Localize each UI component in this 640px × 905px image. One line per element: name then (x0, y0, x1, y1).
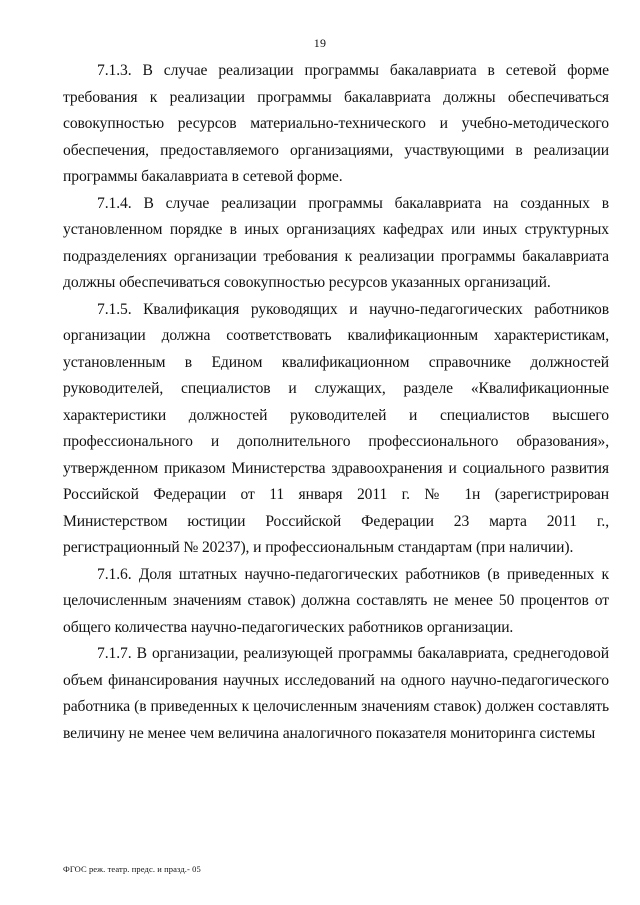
page-number: 19 (313, 36, 327, 50)
clause-number: 7.1.4. (97, 194, 132, 212)
paragraph-7-1-3 (63, 58, 609, 191)
clause-text: В случае реализации программы бакалавриата на созданных в установленном порядке в иных организациях кафедрах или иных структурных подразделениях организации требования к реализации программы бакалавриата должны обеспечиваться совокупностью ресурсов указанных организаций. (63, 194, 609, 291)
clause-number: 7.1.3. (97, 62, 132, 79)
clause-number: 7.1.5. (97, 300, 132, 318)
document-footer: ФГОС реж. театр. предс. и празд.- 05 (63, 864, 201, 874)
paragraph-7-1-7 (63, 641, 609, 747)
paragraph-7-1-4 (63, 191, 609, 297)
clause-number: 7.1.6. (97, 565, 132, 583)
clause-text: Доля штатных научно-педагогических работников (в приведенных к целочисленным значениям ставок) должна составлять не менее 50 процентов от общего количества научно-педагогических работников организации. (63, 565, 609, 636)
paragraph-7-1-5 (63, 297, 609, 562)
paragraph-7-1-6 (63, 562, 609, 642)
clause-text: В случае реализации программы бакалавриата в сетевой форме требования к реализации программы бакалавриата должны обеспечиваться совокупностью ресурсов материально-технического и учебно-методического обеспечения, предоставляемого организациями, участвующими в реализации программы бакалавриата в сетевой форме. (63, 62, 609, 185)
clause-text: Квалификация руководящих и научно-педагогических работников организации должна соответствовать квалификационным характеристикам, установленным в Едином квалификационном справочнике должностей руководителей, специалистов и служащих, разделе «Квалификационные характеристики должностей руководителей и специалистов высшего профессионального и дополнительного профессионального образования», утвержденном приказом Министерства здравоохранения и социального развития Российской Федерации от 11 января 2011 г. № 1н (зарегистрирован Министерством юстиции Российской Федерации 23 марта 2011 г., регистрационный № 20237), и профессиональным стандартам (при наличии). (63, 300, 609, 556)
document-body (63, 58, 609, 747)
clause-number: 7.1.7. (97, 645, 132, 662)
clause-text: В организации, реализующей программы бакалавриата, среднегодовой объем финансирования научных исследований на одного научно-педагогического работника (в приведенных к целочисленным значениям ставок) должен составлять величину не менее чем величина аналогичного показателя мониторинга системы (63, 645, 609, 742)
